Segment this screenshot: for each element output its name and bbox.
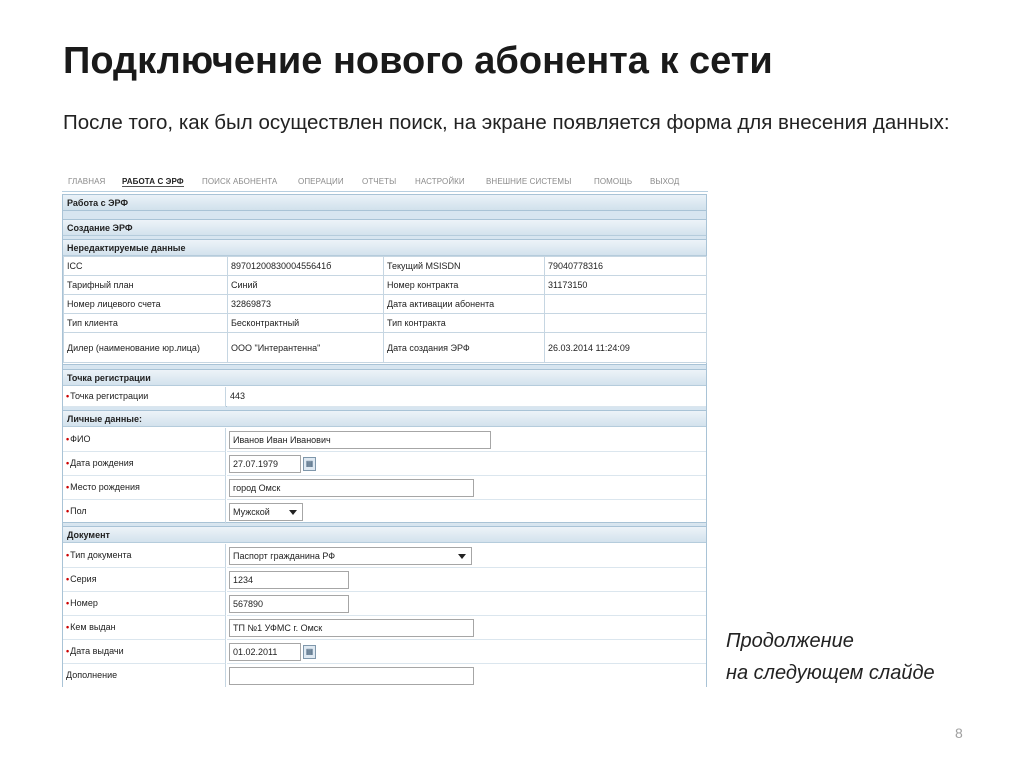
slide-title: Подключение нового абонента к сети	[63, 40, 773, 82]
readonly-header: Нередактируемые данные	[63, 240, 706, 256]
gender-row	[63, 500, 706, 524]
menu-item-home[interactable]: ГЛАВНАЯ	[68, 177, 106, 186]
series-row	[63, 568, 706, 592]
registration-panel	[63, 369, 706, 407]
issuer-input[interactable]: ТП №1 УФМС г. Омск	[229, 619, 474, 637]
table-row	[64, 295, 707, 314]
personal-panel	[63, 410, 706, 523]
menu-item-settings[interactable]: НАСТРОЙКИ	[415, 177, 465, 186]
gender-cell	[227, 500, 706, 524]
readonly-label: Номер лицевого счета	[64, 295, 228, 314]
readonly-value: Бесконтрактный	[228, 314, 384, 333]
fio-input[interactable]: Иванов Иван Иванович	[229, 431, 491, 449]
chevron-down-icon	[458, 554, 466, 559]
birthplace-cell	[227, 476, 706, 500]
birthplace-label: •Место рождения	[63, 476, 226, 500]
note-line-1: Продолжение	[726, 630, 854, 652]
issue-date-cell	[227, 640, 706, 664]
menu-item-help[interactable]: ПОМОЩЬ	[594, 177, 633, 186]
registration-value: 443	[227, 387, 706, 407]
create-erf-panel	[63, 219, 706, 231]
readonly-label: Дилер (наименование юр.лица)	[64, 333, 228, 363]
personal-header: Личные данные:	[63, 411, 706, 427]
number-input[interactable]: 567890	[229, 595, 349, 613]
issuer-label: •Кем выдан	[63, 616, 226, 640]
readonly-value	[545, 314, 707, 333]
readonly-label: Тарифный план	[64, 276, 228, 295]
table-row	[64, 333, 707, 363]
birthdate-row	[63, 452, 706, 476]
readonly-label: Дата создания ЭРФ	[384, 333, 545, 363]
gender-select[interactable]: Мужской	[229, 503, 303, 521]
series-input[interactable]: 1234	[229, 571, 349, 589]
continuation-note	[726, 625, 935, 689]
fio-label: •ФИО	[63, 428, 226, 452]
readonly-value: 8970120083000455641б	[228, 257, 384, 276]
readonly-label: Тип контракта	[384, 314, 545, 333]
menu-item-reports[interactable]: ОТЧЕТЫ	[362, 177, 397, 186]
readonly-label: ICC	[64, 257, 228, 276]
readonly-value: 26.03.2014 11:24:09	[545, 333, 707, 363]
erf-screenshot	[62, 170, 708, 687]
document-panel	[63, 526, 706, 687]
readonly-label: Текущий MSISDN	[384, 257, 545, 276]
doc-type-select[interactable]: Паспорт гражданина РФ	[229, 547, 472, 565]
doc-type-label: •Тип документа	[63, 544, 226, 568]
number-cell	[227, 592, 706, 616]
table-row	[64, 257, 707, 276]
readonly-value	[545, 295, 707, 314]
readonly-value: 79040778316	[545, 257, 707, 276]
readonly-label: Номер контракта	[384, 276, 545, 295]
menu-item-operations[interactable]: ОПЕРАЦИИ	[298, 177, 344, 186]
issuer-cell	[227, 616, 706, 640]
readonly-value: 31173150	[545, 276, 707, 295]
number-row	[63, 592, 706, 616]
top-menu	[62, 170, 708, 192]
series-cell	[227, 568, 706, 592]
birthplace-row	[63, 476, 706, 500]
slide-intro: После того, как был осуществлен поиск, на экране появляется форма для внесения данных:	[63, 111, 950, 134]
page-number: 8	[955, 725, 963, 741]
doc-type-row	[63, 544, 706, 568]
extra-input[interactable]	[229, 667, 474, 685]
issue-date-row	[63, 640, 706, 664]
readonly-table	[63, 256, 707, 363]
birthdate-label: •Дата рождения	[63, 452, 226, 476]
calendar-icon[interactable]: ▦	[303, 645, 316, 659]
doc-type-cell	[227, 544, 706, 568]
menu-item-erf[interactable]: РАБОТА С ЭРФ	[122, 177, 184, 186]
issue-date-label: •Дата выдачи	[63, 640, 226, 664]
registration-label: •Точка регистрации	[63, 387, 226, 407]
fio-row	[63, 428, 706, 452]
birthplace-input[interactable]: город Омск	[229, 479, 474, 497]
birthdate-cell	[227, 452, 706, 476]
registration-row	[63, 387, 706, 407]
extra-label: Дополнение	[63, 664, 226, 687]
extra-row	[63, 664, 706, 687]
note-line-2: на следующем слайде	[726, 662, 935, 684]
readonly-value: ООО "Интерантенна"	[228, 333, 384, 363]
frame-title: Работа с ЭРФ	[63, 195, 706, 211]
readonly-value: 32869873	[228, 295, 384, 314]
table-row	[64, 314, 707, 333]
issue-date-input[interactable]: 01.02.2011	[229, 643, 301, 661]
extra-cell	[227, 664, 706, 687]
table-row	[64, 276, 707, 295]
menu-item-exit[interactable]: ВЫХОД	[650, 177, 680, 186]
readonly-label: Тип клиента	[64, 314, 228, 333]
fio-cell	[227, 428, 706, 452]
create-erf-title: Создание ЭРФ	[63, 220, 706, 236]
document-header: Документ	[63, 527, 706, 543]
gender-label: •Пол	[63, 500, 226, 524]
readonly-label: Дата активации абонента	[384, 295, 545, 314]
series-label: •Серия	[63, 568, 226, 592]
calendar-icon[interactable]: ▦	[303, 457, 316, 471]
erf-frame	[62, 194, 707, 687]
issuer-row	[63, 616, 706, 640]
chevron-down-icon	[289, 510, 297, 515]
number-label: •Номер	[63, 592, 226, 616]
readonly-value: Синий	[228, 276, 384, 295]
readonly-panel	[63, 239, 706, 365]
birthdate-input[interactable]: 27.07.1979	[229, 455, 301, 473]
menu-item-search[interactable]: ПОИСК АБОНЕНТА	[202, 177, 278, 186]
registration-header: Точка регистрации	[63, 370, 706, 386]
menu-item-external[interactable]: ВНЕШНИЕ СИСТЕМЫ	[486, 177, 572, 186]
